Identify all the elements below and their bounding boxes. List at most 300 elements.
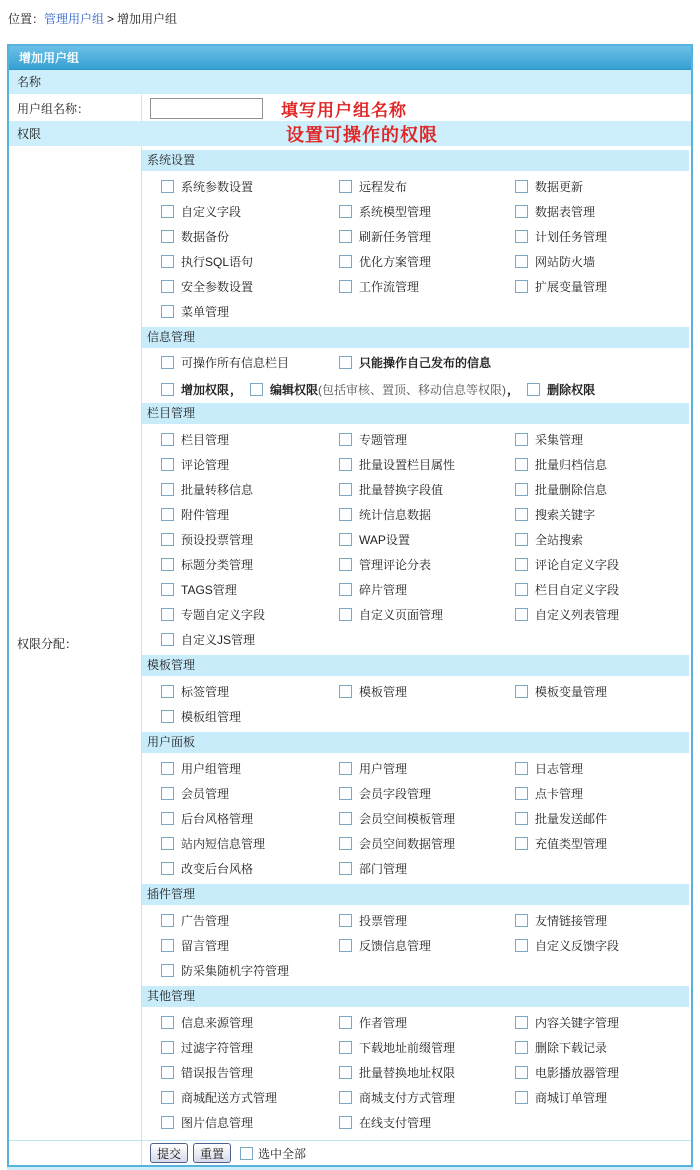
perm-checkbox[interactable] (339, 205, 352, 218)
perm-item-label: 数据备份 (181, 230, 230, 244)
perm-item-label: 内容关键字管理 (535, 1016, 620, 1030)
group-name-row (9, 95, 691, 122)
perm-item-label: 预设投票管理 (181, 533, 254, 547)
perm-item (161, 933, 339, 958)
perm-item-label: 只能操作自己发布的信息 (359, 356, 492, 370)
perm-item (339, 679, 515, 704)
perm-item (339, 1035, 515, 1060)
perm-item (161, 679, 339, 704)
perm-item (161, 602, 339, 627)
perm-item-label: 数据更新 (535, 180, 584, 194)
perm-item (515, 577, 689, 602)
breadcrumb-prefix: 位置： (8, 12, 45, 26)
perm-checkbox[interactable] (161, 583, 174, 596)
perm-item-label: 自定义JS管理 (181, 633, 256, 647)
perm-checkbox[interactable] (339, 1116, 352, 1129)
perm-item-label: 评论管理 (181, 458, 230, 472)
perm-group-header: 栏目管理 (142, 403, 689, 424)
perm-group (142, 884, 689, 986)
perm-assign-label: 权限分配： (17, 637, 78, 651)
perm-checkbox[interactable] (339, 939, 352, 952)
perm-group (142, 986, 689, 1138)
perm-checkbox[interactable] (515, 483, 528, 496)
perm-item (515, 1060, 689, 1085)
perm-checkbox[interactable] (339, 608, 352, 621)
group-name-label-cell (9, 95, 142, 121)
perm-item (161, 577, 339, 602)
perm-checkbox[interactable] (515, 280, 528, 293)
perm-item (161, 1010, 339, 1035)
perm-item-label: 商城配送方式管理 (181, 1091, 278, 1105)
perm-item-label: 图片信息管理 (181, 1116, 254, 1130)
perm-checkbox[interactable] (515, 914, 528, 927)
perm-item-label: 商城订单管理 (535, 1091, 608, 1105)
perm-checkbox[interactable] (161, 433, 174, 446)
perm-item (339, 831, 515, 856)
perm-checkbox[interactable] (161, 837, 174, 850)
perm-checkbox[interactable] (161, 787, 174, 800)
breadcrumb-current: 增加用户组 (117, 12, 178, 26)
perm-item-label: TAGS管理 (181, 583, 237, 597)
perm-checkbox[interactable] (161, 1066, 174, 1079)
perm-item (515, 274, 689, 299)
perm-item-label: 会员字段管理 (359, 787, 432, 801)
perm-checkbox[interactable] (161, 255, 174, 268)
perm-info-row2 (142, 376, 689, 403)
perm-item-label: 工作流管理 (359, 280, 420, 294)
perm-checkbox[interactable] (161, 558, 174, 571)
perm-checkbox[interactable] (515, 1016, 528, 1029)
perm-item (339, 427, 515, 452)
perm-item (339, 249, 515, 274)
select-all (240, 1145, 306, 1162)
perm-item-note: (包括审核、置顶、移动信息等权限) (318, 383, 507, 397)
perm-item (515, 527, 689, 552)
perm-item (339, 552, 515, 577)
perm-checkbox[interactable] (250, 383, 263, 396)
perm-item-label: 模板组管理 (181, 710, 242, 724)
perm-checkbox[interactable] (339, 508, 352, 521)
perm-item (515, 1010, 689, 1035)
perm-item (339, 224, 515, 249)
perm-item-label: 删除下载记录 (535, 1041, 608, 1055)
perm-checkbox[interactable] (515, 608, 528, 621)
perm-item-label: 广告管理 (181, 914, 230, 928)
perm-checkbox[interactable] (161, 1116, 174, 1129)
perm-item (161, 199, 339, 224)
perm-item (161, 1085, 339, 1110)
perm-item (515, 477, 689, 502)
perm-checkbox[interactable] (161, 608, 174, 621)
perm-checkbox[interactable] (161, 483, 174, 496)
perm-item-label: 栏目自定义字段 (535, 583, 620, 597)
perm-item-label: 防采集随机字符管理 (181, 964, 290, 978)
perm-checkbox[interactable] (339, 180, 352, 193)
perm-item-label: 模板管理 (359, 685, 408, 699)
perm-item (161, 831, 339, 856)
perm-group-header: 模板管理 (142, 655, 689, 676)
perm-item (339, 602, 515, 627)
perm-checkbox[interactable] (161, 964, 174, 977)
perm-item (339, 781, 515, 806)
perm-item (161, 299, 339, 324)
perm-item-label: 用户管理 (359, 762, 408, 776)
perm-item-label: 远程发布 (359, 180, 408, 194)
perm-group-items (142, 1008, 689, 1138)
perm-item-label: 自定义字段 (181, 205, 242, 219)
perm-checkbox[interactable] (161, 914, 174, 927)
submit-button[interactable]: 提交 (150, 1143, 188, 1163)
perm-checkbox[interactable] (161, 533, 174, 546)
perm-item-label: 扩展变量管理 (535, 280, 608, 294)
perm-item (515, 552, 689, 577)
perm-item (339, 274, 515, 299)
perm-section-label: 权限 (17, 127, 42, 141)
perm-item-label: 下载地址前缀管理 (359, 1041, 456, 1055)
perm-assign-label-cell (9, 147, 142, 1140)
perm-info-row1 (142, 349, 689, 376)
perm-item (515, 602, 689, 627)
perm-checkbox[interactable] (161, 939, 174, 952)
perm-item (161, 354, 339, 371)
breadcrumb-link-manage-user-groups[interactable]: 管理用户组 (44, 12, 105, 26)
perm-assign-row (9, 147, 691, 1141)
perm-checkbox[interactable] (515, 180, 528, 193)
perm-checkbox[interactable] (161, 458, 174, 471)
perm-item (515, 679, 689, 704)
perm-item (161, 381, 246, 398)
perm-item (161, 806, 339, 831)
footer-row (9, 1141, 691, 1165)
perm-checkbox[interactable] (339, 583, 352, 596)
add-user-group-panel (7, 44, 693, 1167)
perm-item (515, 756, 689, 781)
perm-item (339, 1060, 515, 1085)
perm-group (142, 403, 689, 655)
perm-item-label: 批量替换地址权限 (359, 1066, 456, 1080)
perm-item (339, 174, 515, 199)
perm-checkbox[interactable] (339, 787, 352, 800)
perm-item-label: 专题自定义字段 (181, 608, 266, 622)
perm-item-label: 用户组管理 (181, 762, 242, 776)
perm-checkbox[interactable] (515, 1041, 528, 1054)
perm-checkbox[interactable] (161, 305, 174, 318)
perm-checkbox[interactable] (161, 710, 174, 723)
perm-item-label: 留言管理 (181, 939, 230, 953)
perm-group-items (142, 677, 689, 732)
perm-checkbox[interactable] (515, 1066, 528, 1079)
perm-group (142, 655, 689, 732)
perm-checkbox[interactable] (515, 205, 528, 218)
perm-item (339, 756, 515, 781)
perm-checkbox[interactable] (339, 1066, 352, 1079)
perm-checkbox[interactable] (339, 1091, 352, 1104)
breadcrumb-separator: > (107, 12, 115, 26)
perm-item-label: 商城支付方式管理 (359, 1091, 456, 1105)
perm-item (339, 933, 515, 958)
perm-item (161, 856, 339, 881)
name-section-row (9, 70, 691, 95)
perm-item-label: 过滤字符管理 (181, 1041, 254, 1055)
perm-item (339, 856, 515, 881)
perm-checkbox[interactable] (161, 1091, 174, 1104)
perm-item-label: 编辑权限 (270, 383, 319, 397)
perm-item-label: 自定义反馈字段 (535, 939, 620, 953)
perm-checkbox[interactable] (515, 685, 528, 698)
perm-checkbox[interactable] (339, 862, 352, 875)
perm-checkbox[interactable] (515, 1091, 528, 1104)
perm-item (515, 427, 689, 452)
perm-item (339, 502, 515, 527)
perm-item (339, 1110, 515, 1135)
perm-group-header: 信息管理 (142, 327, 689, 348)
perm-checkbox[interactable] (161, 280, 174, 293)
perm-item-label: 会员空间数据管理 (359, 837, 456, 851)
name-section-label: 名称 (17, 75, 42, 89)
perm-item (515, 806, 689, 831)
perm-item (339, 908, 515, 933)
perm-checkbox[interactable] (515, 787, 528, 800)
perm-item (161, 958, 339, 983)
perm-group-items (142, 425, 689, 655)
perm-checkbox[interactable] (339, 255, 352, 268)
perm-group-header: 系统设置 (142, 150, 689, 171)
perm-checkbox[interactable] (339, 356, 352, 369)
perm-item (339, 1010, 515, 1035)
perm-item-label: 管理评论分表 (359, 558, 432, 572)
perm-item-label: 反馈信息管理 (359, 939, 432, 953)
perm-checkbox[interactable] (515, 558, 528, 571)
perm-item (161, 1060, 339, 1085)
perm-checkbox[interactable] (339, 762, 352, 775)
perm-checkbox[interactable] (339, 483, 352, 496)
perm-checkbox[interactable] (515, 533, 528, 546)
select-all-label: 选中全部 (258, 1146, 307, 1161)
perm-checkbox[interactable] (339, 458, 352, 471)
perm-item (515, 249, 689, 274)
perm-item-label: 会员空间模板管理 (359, 812, 456, 826)
perm-checkbox[interactable] (161, 205, 174, 218)
select-all-checkbox[interactable] (240, 1147, 253, 1160)
perm-item-label: 站内短信息管理 (181, 837, 266, 851)
panel-title: 增加用户组 (9, 46, 691, 70)
perm-checkbox[interactable] (339, 558, 352, 571)
perm-item (161, 249, 339, 274)
perm-item-label: 批量替换字段值 (359, 483, 444, 497)
perm-item (161, 274, 339, 299)
perm-checkbox[interactable] (515, 255, 528, 268)
perm-item-label: 碎片管理 (359, 583, 408, 597)
perm-checkbox[interactable] (339, 837, 352, 850)
perm-item-label: 错误报告管理 (181, 1066, 254, 1080)
perm-item-label: 日志管理 (535, 762, 584, 776)
perm-group-items (142, 172, 689, 327)
perm-checkbox[interactable] (515, 230, 528, 243)
perm-item-label: 刷新任务管理 (359, 230, 432, 244)
perm-item-label: 全站搜索 (535, 533, 584, 547)
perm-item-label: 计划任务管理 (535, 230, 608, 244)
perm-item-label: 菜单管理 (181, 305, 230, 319)
perm-item-label: 统计信息数据 (359, 508, 432, 522)
perm-checkbox[interactable] (515, 508, 528, 521)
perm-checkbox[interactable] (161, 685, 174, 698)
perm-item-label: 增加权限 (181, 383, 230, 397)
perm-checkbox[interactable] (515, 762, 528, 775)
perm-item-label: 电影播放器管理 (535, 1066, 620, 1080)
perm-item (515, 908, 689, 933)
perm-item-label: 搜索关键字 (535, 508, 596, 522)
perm-item (161, 627, 339, 652)
perm-item-label: 栏目管理 (181, 433, 230, 447)
perm-item (161, 527, 339, 552)
perm-checkbox[interactable] (515, 812, 528, 825)
perm-item-label: 网站防火墙 (535, 255, 596, 269)
perm-group (142, 327, 689, 403)
perm-checkbox[interactable] (515, 583, 528, 596)
perm-checkbox[interactable] (339, 280, 352, 293)
perm-checkbox[interactable] (161, 383, 174, 396)
perm-item (161, 502, 339, 527)
perm-group-header: 其他管理 (142, 986, 689, 1007)
perm-checkbox[interactable] (161, 1016, 174, 1029)
perm-item-label: 删除权限 (547, 383, 596, 397)
perm-item (339, 452, 515, 477)
perm-checkbox[interactable] (161, 180, 174, 193)
perm-item-label: 批量归档信息 (535, 458, 608, 472)
perm-item-label: 附件管理 (181, 508, 230, 522)
perm-checkbox[interactable] (161, 230, 174, 243)
perm-item-label: 批量设置栏目属性 (359, 458, 456, 472)
perm-checkbox[interactable] (515, 939, 528, 952)
perm-item (339, 577, 515, 602)
perm-checkbox[interactable] (161, 812, 174, 825)
perm-item-label: 安全参数设置 (181, 280, 254, 294)
perm-item-label: 批量转移信息 (181, 483, 254, 497)
perm-checkbox[interactable] (527, 383, 540, 396)
perm-item (515, 502, 689, 527)
perm-item (515, 174, 689, 199)
perm-checkbox[interactable] (339, 1041, 352, 1054)
reset-button[interactable]: 重置 (193, 1143, 231, 1163)
perm-checkbox[interactable] (339, 812, 352, 825)
perm-item (161, 174, 339, 199)
perm-item (339, 527, 515, 552)
perm-group-header: 用户面板 (142, 732, 689, 753)
perm-item-label: 评论自定义字段 (535, 558, 620, 572)
perm-item-label: 作者管理 (359, 1016, 408, 1030)
perm-item (515, 199, 689, 224)
perm-item-label: 会员管理 (181, 787, 230, 801)
perm-section-row (9, 122, 691, 147)
perm-checkbox[interactable] (515, 458, 528, 471)
perm-item-label: 采集管理 (535, 433, 584, 447)
perm-checkbox[interactable] (161, 508, 174, 521)
perm-item-label: 系统参数设置 (181, 180, 254, 194)
perm-item (161, 781, 339, 806)
perm-item (161, 427, 339, 452)
perm-item-label: 点卡管理 (535, 787, 584, 801)
perm-checkbox[interactable] (339, 433, 352, 446)
perm-item-label: 批量发送邮件 (535, 812, 608, 826)
perm-item (515, 1085, 689, 1110)
perm-item-label: 可操作所有信息栏目 (181, 356, 290, 370)
footer-empty-cell (9, 1141, 142, 1165)
perm-group (142, 150, 689, 327)
perm-checkbox[interactable] (161, 633, 174, 646)
perm-group-header: 插件管理 (142, 884, 689, 905)
perm-item-label: 在线支付管理 (359, 1116, 432, 1130)
perm-checkbox[interactable] (161, 1041, 174, 1054)
perm-item-comma: ， (230, 383, 243, 397)
perm-item (161, 552, 339, 577)
perm-item-label: 模板变量管理 (535, 685, 608, 699)
perm-item (515, 224, 689, 249)
perm-checkbox[interactable] (339, 685, 352, 698)
perm-item (527, 381, 595, 398)
perm-group-items (142, 906, 689, 986)
perm-item (339, 354, 491, 371)
perm-checkbox[interactable] (515, 837, 528, 850)
perm-item-label: 专题管理 (359, 433, 408, 447)
perm-item (161, 224, 339, 249)
perm-item-label: 数据表管理 (535, 205, 596, 219)
perm-item-label: 部门管理 (359, 862, 408, 876)
perm-item-comma: ， (507, 383, 520, 397)
perm-item-label: 后台风格管理 (181, 812, 254, 826)
perm-checkbox[interactable] (339, 533, 352, 546)
perm-checkbox[interactable] (161, 356, 174, 369)
perm-checkbox[interactable] (161, 862, 174, 875)
group-name-input[interactable] (150, 98, 263, 119)
perm-group (142, 732, 689, 884)
perm-item (161, 452, 339, 477)
perm-item (339, 806, 515, 831)
perm-item (250, 381, 523, 398)
perm-item-label: 友情链接管理 (535, 914, 608, 928)
perm-item-label: 投票管理 (359, 914, 408, 928)
perm-group-items (142, 754, 689, 884)
perm-item (515, 933, 689, 958)
breadcrumb (8, 11, 700, 27)
perm-item (515, 1035, 689, 1060)
perm-checkbox[interactable] (161, 762, 174, 775)
perm-item-label: WAP设置 (359, 533, 410, 547)
perm-hint: 设置可操作的权限 (286, 125, 438, 145)
perm-item-label: 信息来源管理 (181, 1016, 254, 1030)
perm-item-label: 自定义列表管理 (535, 608, 620, 622)
perm-item-label: 系统模型管理 (359, 205, 432, 219)
perm-item-label: 自定义页面管理 (359, 608, 444, 622)
perm-item-label: 充值类型管理 (535, 837, 608, 851)
perm-checkbox[interactable] (515, 433, 528, 446)
perm-checkbox[interactable] (339, 1016, 352, 1029)
perm-item (161, 756, 339, 781)
perm-item (515, 781, 689, 806)
perm-checkbox[interactable] (339, 230, 352, 243)
perm-item-label: 标题分类管理 (181, 558, 254, 572)
perm-item (339, 199, 515, 224)
perm-item-label: 批量删除信息 (535, 483, 608, 497)
perm-item (161, 1110, 339, 1135)
group-name-hint: 填写用户组名称 (281, 100, 407, 120)
perm-item-label: 优化方案管理 (359, 255, 432, 269)
perm-checkbox[interactable] (339, 914, 352, 927)
perm-item (515, 831, 689, 856)
group-name-label: 用户组名称： (17, 101, 90, 116)
perm-item (161, 908, 339, 933)
perm-item (515, 452, 689, 477)
footer-content (142, 1143, 306, 1163)
